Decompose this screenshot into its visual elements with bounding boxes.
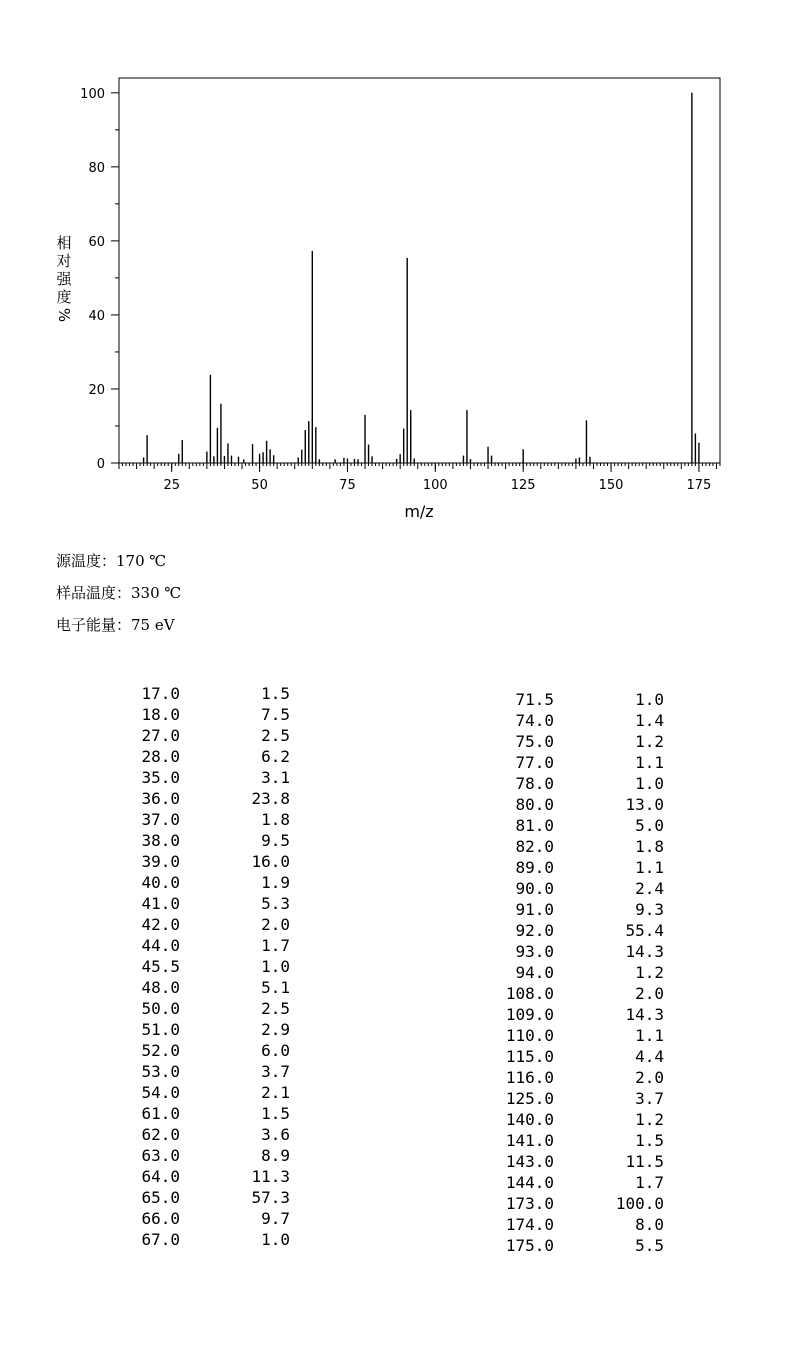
mz-value: 71.5 <box>515 690 554 709</box>
mz-value: 63.0 <box>141 1146 180 1165</box>
mz-value: 38.0 <box>141 831 180 850</box>
intensity-value: 5.0 <box>635 816 664 835</box>
intensity-value: 23.8 <box>251 789 290 808</box>
intensity-value: 2.5 <box>261 726 290 745</box>
intensity-value: 1.7 <box>635 1173 664 1192</box>
table-row <box>460 689 670 710</box>
table-row <box>100 788 300 809</box>
table-row <box>100 683 300 704</box>
intensity-value: 1.9 <box>261 873 290 892</box>
y-tick-label: 40 <box>88 308 105 324</box>
spectrum-peaks <box>144 93 699 463</box>
peak-table-left <box>100 683 300 1250</box>
mz-value: 48.0 <box>141 978 180 997</box>
table-row <box>100 1124 300 1145</box>
intensity-value: 1.5 <box>261 684 290 703</box>
y-axis-label-char: 强 <box>56 270 72 288</box>
intensity-value: 100.0 <box>615 1194 664 1213</box>
table-row <box>100 746 300 767</box>
mz-value: 141.0 <box>505 1131 554 1150</box>
x-axis-label: m/z <box>404 502 434 521</box>
table-row <box>100 935 300 956</box>
mz-value: 77.0 <box>515 753 554 772</box>
table-row <box>460 1025 670 1046</box>
mz-value: 92.0 <box>515 921 554 940</box>
table-row <box>100 1166 300 1187</box>
mz-value: 27.0 <box>141 726 180 745</box>
mz-value: 44.0 <box>141 936 180 955</box>
y-axis <box>80 87 119 472</box>
intensity-value: 1.1 <box>635 753 664 772</box>
table-row <box>460 1067 670 1088</box>
table-row <box>460 878 670 899</box>
intensity-value: 1.4 <box>635 711 664 730</box>
table-row <box>460 710 670 731</box>
intensity-value: 3.6 <box>261 1125 290 1144</box>
mz-value: 66.0 <box>141 1209 180 1228</box>
intensity-value: 9.3 <box>635 900 664 919</box>
intensity-value: 1.0 <box>635 690 664 709</box>
mass-spectrum-chart <box>0 0 794 540</box>
intensity-value: 1.7 <box>261 936 290 955</box>
mz-value: 75.0 <box>515 732 554 751</box>
mz-value: 28.0 <box>141 747 180 766</box>
intensity-value: 1.8 <box>261 810 290 829</box>
table-row <box>100 1208 300 1229</box>
intensity-value: 3.7 <box>261 1062 290 1081</box>
mz-value: 39.0 <box>141 852 180 871</box>
intensity-value: 2.5 <box>261 999 290 1018</box>
mz-value: 74.0 <box>515 711 554 730</box>
x-tick-label: 25 <box>163 478 180 493</box>
x-tick-label: 50 <box>251 478 268 493</box>
intensity-value: 2.9 <box>261 1020 290 1039</box>
table-row <box>460 1235 670 1256</box>
mz-value: 64.0 <box>141 1167 180 1186</box>
mz-value: 174.0 <box>505 1215 554 1234</box>
intensity-value: 1.5 <box>635 1131 664 1150</box>
intensity-value: 2.4 <box>635 879 664 898</box>
table-row <box>100 767 300 788</box>
intensity-value: 16.0 <box>251 852 290 871</box>
table-row <box>460 1214 670 1235</box>
mz-value: 110.0 <box>505 1026 554 1045</box>
y-axis-label-char: 相 <box>56 234 72 252</box>
x-tick-label: 125 <box>510 478 536 493</box>
mz-value: 18.0 <box>141 705 180 724</box>
y-axis-label-char: % <box>55 307 73 323</box>
mz-value: 37.0 <box>141 810 180 829</box>
mz-value: 40.0 <box>141 873 180 892</box>
table-row <box>100 1082 300 1103</box>
intensity-value: 14.3 <box>625 942 664 961</box>
mz-value: 65.0 <box>141 1188 180 1207</box>
intensity-value: 1.2 <box>635 1110 664 1129</box>
mz-value: 51.0 <box>141 1020 180 1039</box>
table-row <box>460 899 670 920</box>
electron-energy: 电子能量：75 eV <box>56 616 175 634</box>
peak-table-right <box>460 689 670 1256</box>
mz-value: 90.0 <box>515 879 554 898</box>
intensity-value: 1.8 <box>635 837 664 856</box>
mz-value: 36.0 <box>141 789 180 808</box>
intensity-value: 1.2 <box>635 732 664 751</box>
table-row <box>100 1061 300 1082</box>
intensity-value: 8.9 <box>261 1146 290 1165</box>
table-row <box>100 1229 300 1250</box>
table-row <box>100 977 300 998</box>
mz-value: 67.0 <box>141 1230 180 1249</box>
y-tick-label: 60 <box>88 234 105 250</box>
intensity-value: 1.2 <box>635 963 664 982</box>
mz-value: 91.0 <box>515 900 554 919</box>
y-tick-label: 80 <box>88 160 105 176</box>
mz-value: 82.0 <box>515 837 554 856</box>
mz-value: 115.0 <box>505 1047 554 1066</box>
acquisition-conditions <box>56 549 181 645</box>
table-row <box>100 1019 300 1040</box>
y-axis-label <box>55 234 73 322</box>
y-tick-label: 20 <box>88 382 105 398</box>
table-row <box>100 1103 300 1124</box>
source-temperature: 源温度：170 ℃ <box>56 552 167 570</box>
table-row <box>460 962 670 983</box>
intensity-value: 4.4 <box>635 1047 664 1066</box>
table-row <box>460 815 670 836</box>
table-row <box>100 956 300 977</box>
mz-value: 61.0 <box>141 1104 180 1123</box>
intensity-value: 6.2 <box>261 747 290 766</box>
intensity-value: 3.7 <box>635 1089 664 1108</box>
table-row <box>460 731 670 752</box>
mz-value: 52.0 <box>141 1041 180 1060</box>
intensity-value: 2.0 <box>261 915 290 934</box>
table-row <box>100 809 300 830</box>
table-row <box>460 857 670 878</box>
table-row <box>100 998 300 1019</box>
x-tick-label: 150 <box>598 478 624 493</box>
intensity-value: 1.1 <box>635 1026 664 1045</box>
mz-value: 50.0 <box>141 999 180 1018</box>
mz-value: 53.0 <box>141 1062 180 1081</box>
table-row <box>100 725 300 746</box>
table-row <box>100 704 300 725</box>
intensity-value: 9.5 <box>261 831 290 850</box>
mz-value: 175.0 <box>505 1236 554 1255</box>
intensity-value: 1.0 <box>261 1230 290 1249</box>
table-row <box>100 830 300 851</box>
table-row <box>460 1172 670 1193</box>
mz-value: 125.0 <box>505 1089 554 1108</box>
table-row <box>100 914 300 935</box>
mz-value: 41.0 <box>141 894 180 913</box>
intensity-value: 9.7 <box>261 1209 290 1228</box>
intensity-value: 14.3 <box>625 1005 664 1024</box>
intensity-value: 5.5 <box>635 1236 664 1255</box>
intensity-value: 6.0 <box>261 1041 290 1060</box>
table-row <box>100 872 300 893</box>
intensity-value: 7.5 <box>261 705 290 724</box>
intensity-value: 55.4 <box>625 921 664 940</box>
mz-value: 143.0 <box>505 1152 554 1171</box>
intensity-value: 5.1 <box>261 978 290 997</box>
y-tick-label: 100 <box>80 86 105 102</box>
intensity-value: 13.0 <box>625 795 664 814</box>
mz-value: 93.0 <box>515 942 554 961</box>
mz-value: 54.0 <box>141 1083 180 1102</box>
sample-temperature: 样品温度：330 ℃ <box>56 584 182 602</box>
x-tick-label: 100 <box>422 478 448 493</box>
table-row <box>100 1145 300 1166</box>
y-axis-label-char: 度 <box>56 288 72 306</box>
table-row <box>460 1004 670 1025</box>
intensity-value: 11.5 <box>625 1152 664 1171</box>
intensity-value: 1.5 <box>261 1104 290 1123</box>
mz-value: 35.0 <box>141 768 180 787</box>
intensity-value: 2.0 <box>635 1068 664 1087</box>
mz-value: 140.0 <box>505 1110 554 1129</box>
table-row <box>460 836 670 857</box>
mz-value: 42.0 <box>141 915 180 934</box>
mz-value: 45.5 <box>141 957 180 976</box>
plot-frame <box>119 78 720 463</box>
intensity-value: 57.3 <box>251 1188 290 1207</box>
table-row <box>460 1046 670 1067</box>
x-tick-label: 175 <box>686 478 712 493</box>
table-row <box>100 851 300 872</box>
table-row <box>460 941 670 962</box>
intensity-value: 2.0 <box>635 984 664 1003</box>
table-row <box>460 794 670 815</box>
intensity-value: 1.0 <box>261 957 290 976</box>
table-row <box>460 983 670 1004</box>
mz-value: 17.0 <box>141 684 180 703</box>
table-row <box>100 893 300 914</box>
table-row <box>460 773 670 794</box>
mz-value: 94.0 <box>515 963 554 982</box>
table-row <box>460 1088 670 1109</box>
mz-value: 81.0 <box>515 816 554 835</box>
intensity-value: 5.3 <box>261 894 290 913</box>
table-row <box>460 752 670 773</box>
mz-value: 116.0 <box>505 1068 554 1087</box>
mz-value: 78.0 <box>515 774 554 793</box>
mz-value: 144.0 <box>505 1173 554 1192</box>
intensity-value: 3.1 <box>261 768 290 787</box>
mz-value: 80.0 <box>515 795 554 814</box>
intensity-value: 1.0 <box>635 774 664 793</box>
table-row <box>100 1040 300 1061</box>
table-row <box>460 1151 670 1172</box>
intensity-value: 8.0 <box>635 1215 664 1234</box>
mz-value: 108.0 <box>505 984 554 1003</box>
x-tick-label: 75 <box>339 478 356 493</box>
mz-value: 62.0 <box>141 1125 180 1144</box>
mz-value: 109.0 <box>505 1005 554 1024</box>
table-row <box>460 920 670 941</box>
intensity-value: 1.1 <box>635 858 664 877</box>
y-axis-label-char: 对 <box>56 252 72 270</box>
x-axis <box>119 463 720 493</box>
table-row <box>100 1187 300 1208</box>
table-row <box>460 1130 670 1151</box>
mz-value: 89.0 <box>515 858 554 877</box>
mz-value: 173.0 <box>505 1194 554 1213</box>
intensity-value: 11.3 <box>251 1167 290 1186</box>
table-row <box>460 1109 670 1130</box>
y-tick-label: 0 <box>96 457 105 472</box>
intensity-value: 2.1 <box>261 1083 290 1102</box>
table-row <box>460 1193 670 1214</box>
